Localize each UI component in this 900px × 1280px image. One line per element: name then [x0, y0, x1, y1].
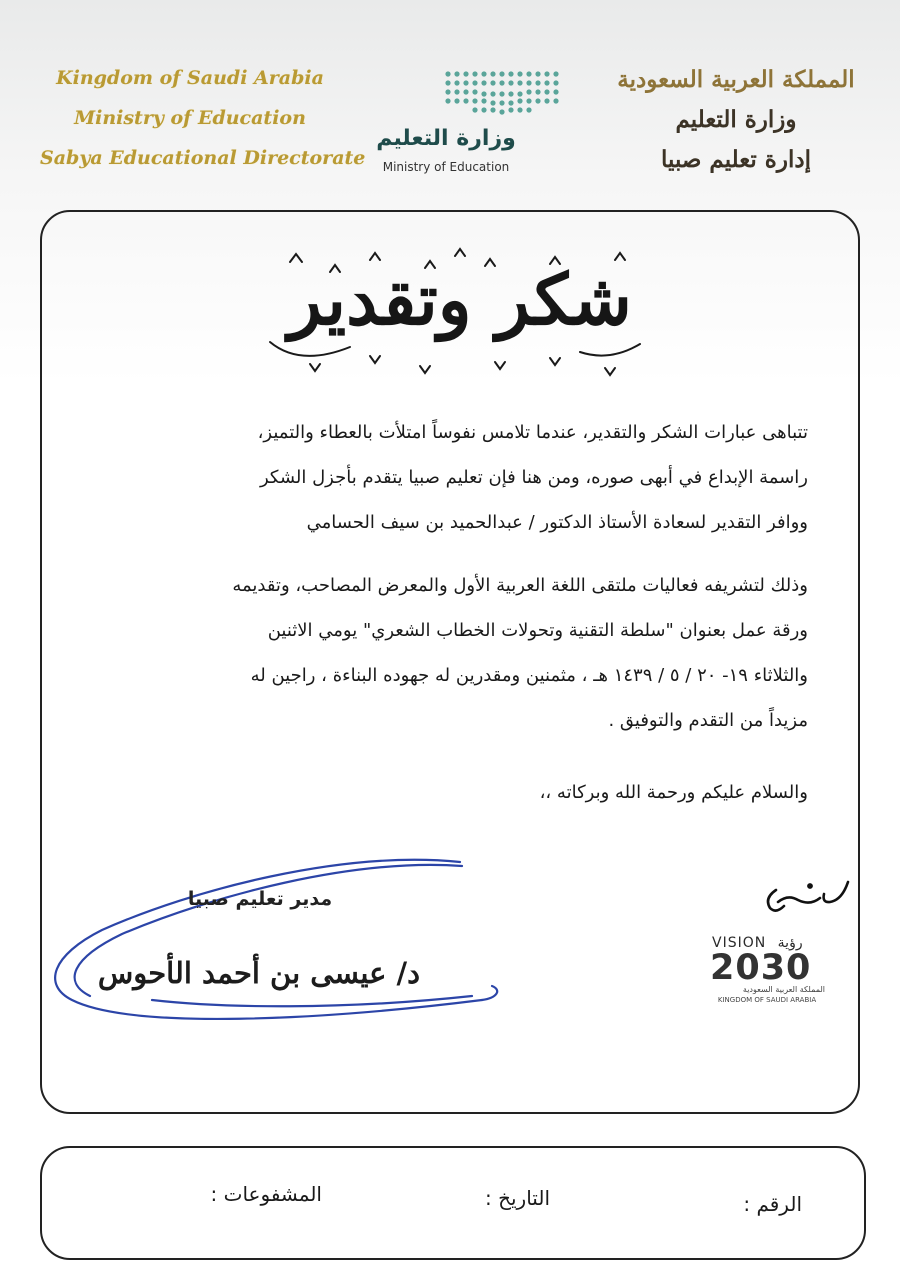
logo-dot	[499, 109, 504, 114]
logo-dot	[445, 89, 450, 94]
signatory-title: مدير تعليم صبيا	[187, 888, 333, 910]
logo-dot	[481, 80, 486, 85]
paragraph-line: راسمة الإبداع في أبهى صوره، ومن هنا فإن تعليم صبيا يتقدم بأجزل الشكر	[259, 467, 808, 488]
logo-dot	[526, 71, 531, 76]
logo-dot	[544, 89, 549, 94]
header-en-line-kingdom: Kingdom of Saudi Arabia	[56, 67, 324, 89]
paragraph-line: مزيداً من التقدم والتوفيق .	[608, 710, 808, 731]
logo-dot	[463, 71, 468, 76]
logo-dot	[517, 91, 522, 96]
header-arabic-block	[606, 60, 866, 180]
paragraph-details	[88, 563, 808, 743]
logo-dot	[454, 98, 459, 103]
vision-sub-arabic: المملكة العربية السعودية	[742, 985, 825, 994]
logo-dot	[490, 71, 495, 76]
header-ar-line-directorate: إدارة تعليم صبيا	[661, 146, 811, 173]
logo-dot	[508, 80, 513, 85]
logo-dot	[553, 89, 558, 94]
logo-dot	[454, 80, 459, 85]
vision-label-ar: رؤية	[777, 935, 803, 951]
logo-name-arabic: وزارة التعليم	[376, 126, 516, 151]
logo-dot	[481, 91, 486, 96]
paragraph-appreciation	[88, 410, 808, 545]
logo-dot	[445, 80, 450, 85]
logo-dot	[445, 98, 450, 103]
logo-dot	[535, 89, 540, 94]
logo-dot	[517, 107, 522, 112]
logo-dot	[499, 91, 504, 96]
logo-dot	[472, 80, 477, 85]
logo-dot	[508, 100, 513, 105]
logo-dot	[499, 71, 504, 76]
logo-dot	[508, 107, 513, 112]
logo-dot	[526, 80, 531, 85]
logo-dot	[490, 91, 495, 96]
footer-frame	[40, 1146, 866, 1260]
logo-dot	[553, 80, 558, 85]
logo-dot	[445, 71, 450, 76]
paragraph-line: والثلاثاء ١٩- ٢٠ / ٥ / ١٤٣٩ هـ ، مثمنين ومقدرين له جهوده البناءة ، راجين له	[250, 665, 808, 686]
logo-dot	[535, 80, 540, 85]
logo-dot	[463, 89, 468, 94]
header-ar-line-kingdom: المملكة العربية السعودية	[617, 66, 855, 93]
initials-mark-icon	[758, 876, 858, 920]
logo-dot	[454, 71, 459, 76]
logo-dot	[553, 71, 558, 76]
logo-dot	[490, 80, 495, 85]
logo-dot	[517, 71, 522, 76]
logo-dot	[508, 91, 513, 96]
logo-dot	[472, 98, 477, 103]
logo-dot	[508, 71, 513, 76]
logo-dot	[517, 80, 522, 85]
logo-dot	[481, 98, 486, 103]
letter-title: شكر وتقدير	[288, 258, 632, 341]
logo-dot	[472, 107, 477, 112]
logo-dot	[472, 71, 477, 76]
paragraph-line: ووافر التقدير لسعادة الأستاذ الدكتور / عبدالحميد بن سيف الحسامي	[306, 512, 808, 533]
logo-dot	[472, 89, 477, 94]
logo-dot	[526, 107, 531, 112]
logo-dot	[499, 100, 504, 105]
header-en-line-ministry: Ministry of Education	[74, 107, 306, 129]
header-en-line-directorate: Sabya Educational Directorate	[40, 147, 366, 169]
logo-dot	[535, 71, 540, 76]
logo-dot	[463, 98, 468, 103]
date-label: التاريخ :	[484, 1186, 550, 1210]
logo-dot	[526, 98, 531, 103]
logo-dot	[481, 107, 486, 112]
signature-scribble-icon	[42, 850, 512, 1045]
reference-number-label: الرقم :	[743, 1192, 802, 1216]
paragraph-line: وذلك لتشريفه فعاليات ملتقى اللغة العربية الأول والمعرض المصاحب، وتقديمه	[232, 575, 808, 596]
logo-dot	[517, 98, 522, 103]
logo-dot	[490, 107, 495, 112]
logo-dot	[481, 71, 486, 76]
vision-2030-logo-icon: 2030	[710, 948, 812, 988]
logo-dot	[490, 100, 495, 105]
header-ar-line-ministry: وزارة التعليم	[675, 106, 797, 133]
header-english-block	[40, 58, 366, 178]
logo-name-english: Ministry of Education	[382, 160, 510, 174]
logo-dot	[535, 98, 540, 103]
closing-line: والسلام عليكم ورحمة الله وبركاته ،،	[539, 782, 808, 803]
logo-dot	[544, 71, 549, 76]
logo-dot	[544, 98, 549, 103]
paragraph-line: ورقة عمل بعنوان "سلطة التقنية وتحولات الخطاب الشعري" يومي الاثنين	[267, 620, 808, 641]
logo-dot	[499, 80, 504, 85]
logo-dot	[454, 89, 459, 94]
logo-dot	[553, 98, 558, 103]
vision-label-en: VISION	[712, 935, 767, 951]
logo-dot	[526, 89, 531, 94]
closing-greeting	[88, 770, 808, 815]
vision-sub-english: KINGDOM OF SAUDI ARABIA	[717, 996, 817, 1004]
logo-dot	[544, 80, 549, 85]
logo-dot	[463, 80, 468, 85]
signatory-name: د/ عيسى بن أحمد الأحوس	[97, 956, 420, 990]
paragraph-line: تتباهى عبارات الشكر والتقدير، عندما تلامس نفوساً امتلأت بالعطاء والتميز،	[257, 422, 808, 443]
attachments-label: المشفوعات :	[210, 1182, 322, 1206]
